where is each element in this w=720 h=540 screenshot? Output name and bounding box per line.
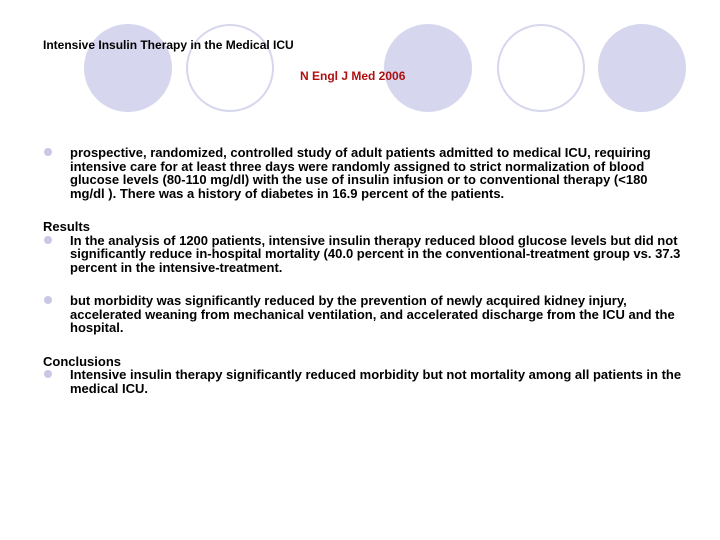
results-bullet [43,294,683,335]
bullet-icon [44,236,52,244]
slide-title: Intensive Insulin Therapy in the Medical ICU [43,38,294,52]
intro-bullet [43,146,683,200]
results-bullet [43,234,683,275]
conclusions-bullet-text: Intensive insulin therapy significantly reduced morbidity but not mortality among all patients in the medical ICU. [70,367,682,396]
results-bullet-text: but morbidity was significantly reduced by the prevention of newly acquired kidney injury, accelerated weaning from mechanical ventilation, and accelerated discharge from the ICU and the hospital. [70,293,675,335]
decorative-circle-filled [384,24,472,112]
intro-text: prospective, randomized, controlled study of adult patients admitted to medical ICU, requiring intensive care for at least three days were randomly assigned to strict normalization of blood glucose levels (80-110 mg/dl) with the use of insulin infusion or to conventional therapy (<180 mg/dl ). There was a history of diabetes in 16.9 percent of the patients. [70,145,651,201]
bullet-icon [44,148,52,156]
results-heading: Results [43,219,90,234]
conclusions-heading: Conclusions [43,353,122,369]
bullet-icon [44,370,52,378]
decorative-circle-outline [497,24,585,112]
bullet-icon [44,296,52,304]
slide-body [43,146,683,395]
decorative-circle-filled [598,24,686,112]
citation: N Engl J Med 2006 [300,69,406,83]
results-bullet-text: In the analysis of 1200 patients, intensive insulin therapy reduced blood glucose levels but did not significantly reduce in-hospital mortality (40.0 percent in the conventional-treatment group vs. 37.3 percent in the intensive-treatment. [70,232,681,275]
conclusions-bullet [43,368,683,395]
